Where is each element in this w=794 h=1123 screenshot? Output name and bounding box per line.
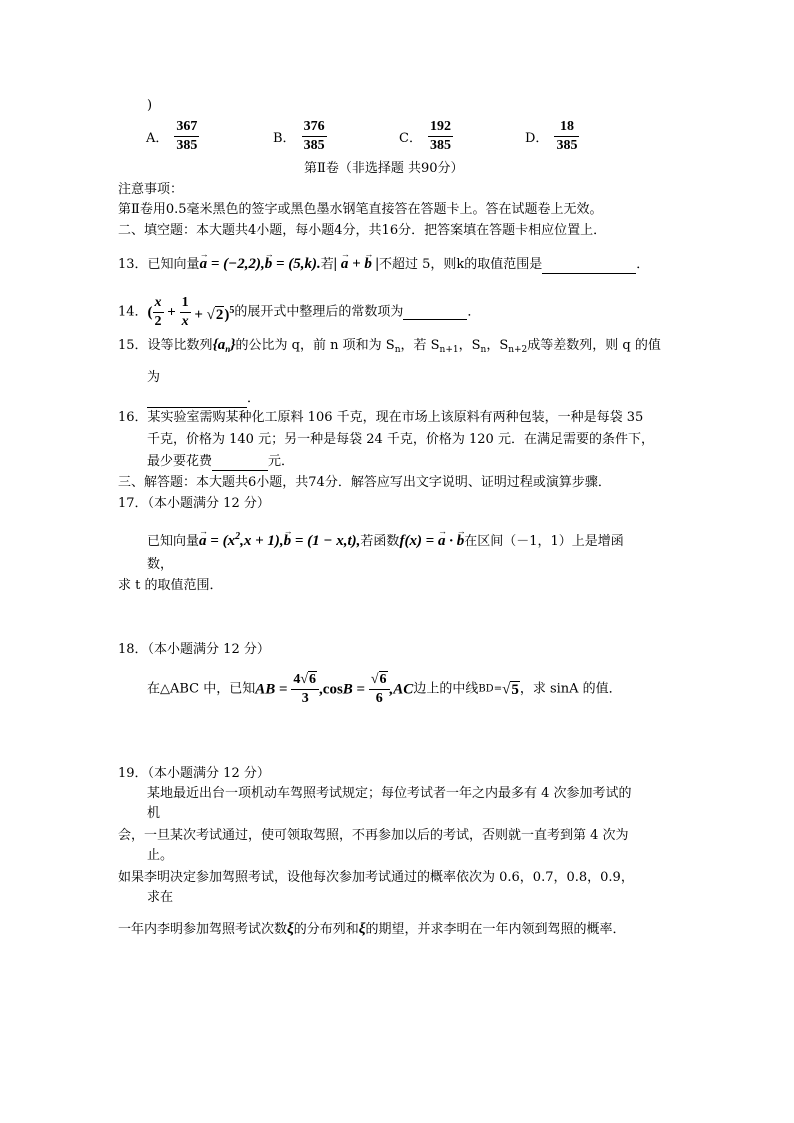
q17-pre: 已知向量	[147, 534, 200, 549]
q17-mid: 若函数	[360, 534, 400, 549]
option-label: B．	[273, 131, 296, 146]
q14-fraction-1-over-x: $\frac{1}{x}$	[181, 295, 189, 329]
question-18-header	[118, 641, 270, 659]
q15-text-d: ，S	[458, 338, 481, 353]
q15-text-f: 成等差数列，则 q 的值	[527, 338, 661, 353]
question-15-line2: 为	[147, 370, 161, 385]
q18-fraction-cos: $\frac{√6}{6}$	[369, 671, 390, 708]
q18-sqrt5: √5	[502, 681, 519, 698]
q14-fraction-x-over-2: $\frac{x}{2}$	[154, 295, 162, 329]
q15-sequence: $\{a_n\}$	[212, 337, 236, 354]
q15-text-e: ，S	[486, 338, 509, 353]
q19-header: （本小题满分 12 分）	[147, 766, 270, 781]
q14-post: 的展开式中整理后的常数项为	[234, 304, 404, 320]
option-fraction	[428, 118, 453, 155]
answer-blank[interactable]	[147, 393, 247, 408]
question-number: 19．	[118, 766, 148, 781]
q19-line7-a: 一年内李明参加驾照考试次数	[118, 922, 288, 937]
question-number: 17．	[118, 496, 148, 511]
q18-post: ，求 sinA 的值．	[519, 681, 622, 697]
question-18-body	[147, 671, 622, 708]
q18-mid: 边上的中线	[413, 681, 479, 697]
q17-function: f(x) = → a · → b	[399, 533, 464, 549]
xi-symbol: ξ	[287, 921, 294, 937]
question-number: 14．	[118, 304, 148, 320]
q19-line7-b: 的分布列和	[293, 922, 359, 937]
question-number: 15．	[118, 338, 148, 353]
q14-sqrt2: + √2)$^5$	[190, 304, 235, 323]
question-number: 18．	[118, 642, 148, 657]
fraction-numerator: 192	[428, 118, 453, 137]
option-c	[399, 118, 453, 155]
fraction-denominator: 385	[429, 138, 451, 153]
fraction-numerator: 376	[302, 118, 327, 137]
q14-end: ．	[467, 304, 481, 320]
option-label: C．	[399, 131, 422, 146]
notice-text: 第Ⅱ卷用0.5毫米黑色的签字或黑色墨水钢笔直接答在答题卡上。答在试题卷上无效。	[118, 202, 603, 217]
option-d	[525, 118, 579, 155]
q13-abs-formula: | → a + → b |	[334, 256, 379, 272]
option-fraction	[174, 118, 199, 155]
top-paren: )	[147, 98, 153, 113]
q15-text-c: ，若 S	[400, 338, 440, 353]
q14-plus: +	[163, 304, 180, 321]
q18-cos: ,cosB =	[319, 681, 369, 698]
option-label: D．	[525, 131, 549, 146]
q19-line3: 会，一旦某次考试通过，使可领取驾照，不再参加以后的考试，否则就一直考到第 4 次为	[118, 828, 629, 843]
question-number: 16．	[118, 410, 148, 425]
q17-header: （本小题满分 12 分）	[147, 496, 270, 511]
notice-title: 注意事项：	[118, 182, 184, 197]
part3-heading: 三、解答题：本大题共6小题，共74分．解答应写出文字说明、证明过程或演算步骤．	[118, 475, 611, 490]
q15-text-b: 的公比为 q，前 n 项和为 S	[235, 338, 395, 353]
question-17-line2: 数，	[147, 557, 174, 572]
xi-symbol: ξ	[358, 921, 366, 937]
question-16-line3	[147, 453, 294, 471]
q13-post: 不超过 5，则k的取值范围是	[378, 257, 543, 272]
option-b	[273, 118, 327, 155]
q17-vectors: → $a = (x^2,x + 1),\to b = (1 - x,t)$,	[199, 533, 360, 549]
option-fraction	[302, 118, 327, 155]
question-19-header	[118, 765, 270, 783]
q14-expression: (	[147, 304, 153, 321]
q19-line7	[118, 920, 626, 939]
section2-title: 第Ⅱ卷（非选择题 共90分）	[304, 161, 464, 176]
option-fraction	[554, 118, 579, 155]
part2-heading: 二、填空题：本大题共4小题，每小题4分，共16分．把答案填在答题卡相应位置上．	[118, 223, 607, 238]
q18-ab: AB	[255, 681, 276, 698]
question-16	[118, 409, 643, 427]
q13-end: ．	[636, 257, 650, 272]
q17-post: 在区间（－1，1）上是增函	[464, 534, 624, 549]
fraction-denominator: 385	[556, 138, 578, 153]
question-17-line1	[147, 528, 624, 551]
question-15-blank-line	[147, 390, 260, 408]
question-13	[118, 255, 649, 274]
q16-line3-pre: 最少要花费	[147, 454, 213, 469]
q13-vector-a-formula: → a = (−2,2),→ b = (5,k).	[200, 256, 321, 272]
fraction-numerator: 367	[174, 118, 199, 137]
q16-line1: 某实验室需购某种化工原料 106 千克，现在市场上该原料有两种包装，一种是每袋 35	[147, 410, 644, 425]
q19-line2: 机	[147, 806, 161, 821]
fraction-denominator: 385	[303, 138, 325, 153]
q18-bd: BD=	[478, 683, 503, 695]
q18-fraction-ab: $\frac{4√6}{3}$	[291, 671, 319, 708]
answer-blank[interactable]	[212, 456, 268, 471]
q13-mid: 若	[320, 257, 334, 272]
question-17-header	[118, 495, 270, 513]
fraction-denominator: 385	[176, 138, 198, 153]
q19-line7-c: 的期望，并求李明在一年内领到驾照的概率．	[365, 922, 626, 937]
question-number: 13．	[118, 257, 148, 272]
q19-line1: 某地最近出台一项机动车驾照考试规定；每位考试者一年之内最多有 4 次参加考试的	[147, 786, 632, 801]
q15-text-a: 设等比数列	[147, 338, 213, 353]
question-17-line3: 求 t 的取值范围．	[118, 578, 223, 593]
q19-line6: 求在	[147, 890, 174, 905]
question-15: 15．设等比数列$\{a_n\}$的公比为 q，前 n 项和为 $S_n$，若 $S_{n+1}$，$S_n$，$S_{n+2}$成等差数列，则 q 的值	[118, 337, 661, 355]
answer-blank[interactable]	[403, 305, 467, 320]
question-16-line2: 千克，价格为 140 元；另一种是每袋 24 千克，价格为 120 元．在满足需要的条件下，	[147, 432, 654, 447]
q18-eq: =	[275, 681, 292, 698]
q19-line5: 如果李明决定参加驾照考试，设他每次参加考试通过的概率依次为 0.6，0.7，0.8，0.9，	[118, 870, 634, 885]
q15-end: ．	[247, 391, 261, 406]
q16-line3-post: 元．	[268, 454, 295, 469]
question-14	[118, 294, 480, 331]
option-a	[146, 118, 199, 155]
q13-pre: 已知向量	[147, 257, 200, 272]
answer-blank[interactable]	[542, 259, 636, 274]
q18-pre: 在△ABC 中，已知	[147, 681, 256, 697]
q19-line4: 止。	[147, 848, 174, 863]
q18-header: （本小题满分 12 分）	[147, 642, 270, 657]
fraction-numerator: 18	[554, 118, 579, 137]
option-label: A．	[146, 131, 169, 146]
q18-ac: ,AC	[389, 681, 414, 698]
